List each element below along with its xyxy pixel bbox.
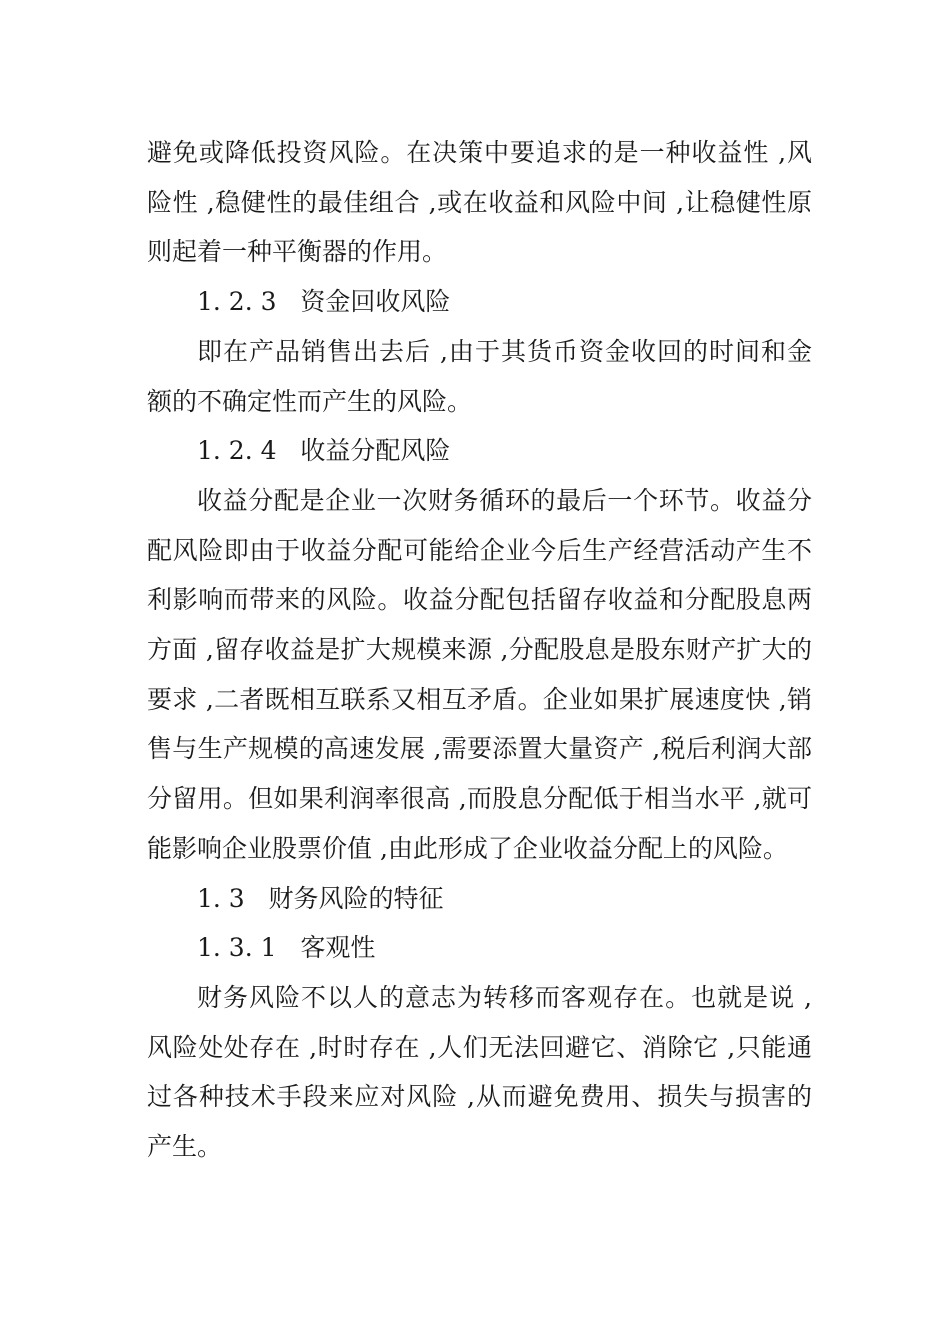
paragraph-continuation: 避免或降低投资风险。在决策中要追求的是一种收益性 ,风险性 ,稳健性的最佳组合 ,或在收益和风险中间 ,让稳健性原则起着一种平衡器的作用。 — [147, 138, 812, 267]
paragraph-income-distribution: 收益分配是企业一次财务循环的最后一个环节。收益分配风险即由于收益分配可能给企业今后生产经营活动产生不利影响而带来的风险。收益分配包括留存收益和分配股息两方面 ,留存收益是扩大规模来源 ,分配股息是股东财产扩大的要求 ,二者既相互联系又相互矛盾。企业如果扩展速度快 ,销售与生产规模的高速发展 ,需要添置大量资产 ,税后利润大部分留用。但如果利润率很高 ,而股息分配低于相当水平 ,就可能影响企业股票价值 ,由此形成了企业收益分配上的风险。 — [147, 485, 812, 863]
section-heading-1-2-3: 1. 2. 3 资金回收风险 — [197, 287, 451, 317]
section-heading-1-3: 1. 3 财务风险的特征 — [197, 883, 444, 913]
paragraph-objectivity: 财务风险不以人的意志为转移而客观存在。也就是说 ,风险处处存在 ,时时存在 ,人们无法回避它、消除它 ,只能通过各种技术手段来应对风险 ,从而避免费用、损失与损害的产生。 — [147, 982, 812, 1162]
section-heading-1-3-1: 1. 3. 1 客观性 — [197, 933, 376, 963]
document-body — [147, 128, 812, 1172]
section-heading-1-2-4: 1. 2. 4 收益分配风险 — [197, 436, 451, 466]
paragraph-capital-recovery: 即在产品销售出去后 ,由于其货币资金收回的时间和金额的不确定性而产生的风险。 — [147, 336, 812, 416]
